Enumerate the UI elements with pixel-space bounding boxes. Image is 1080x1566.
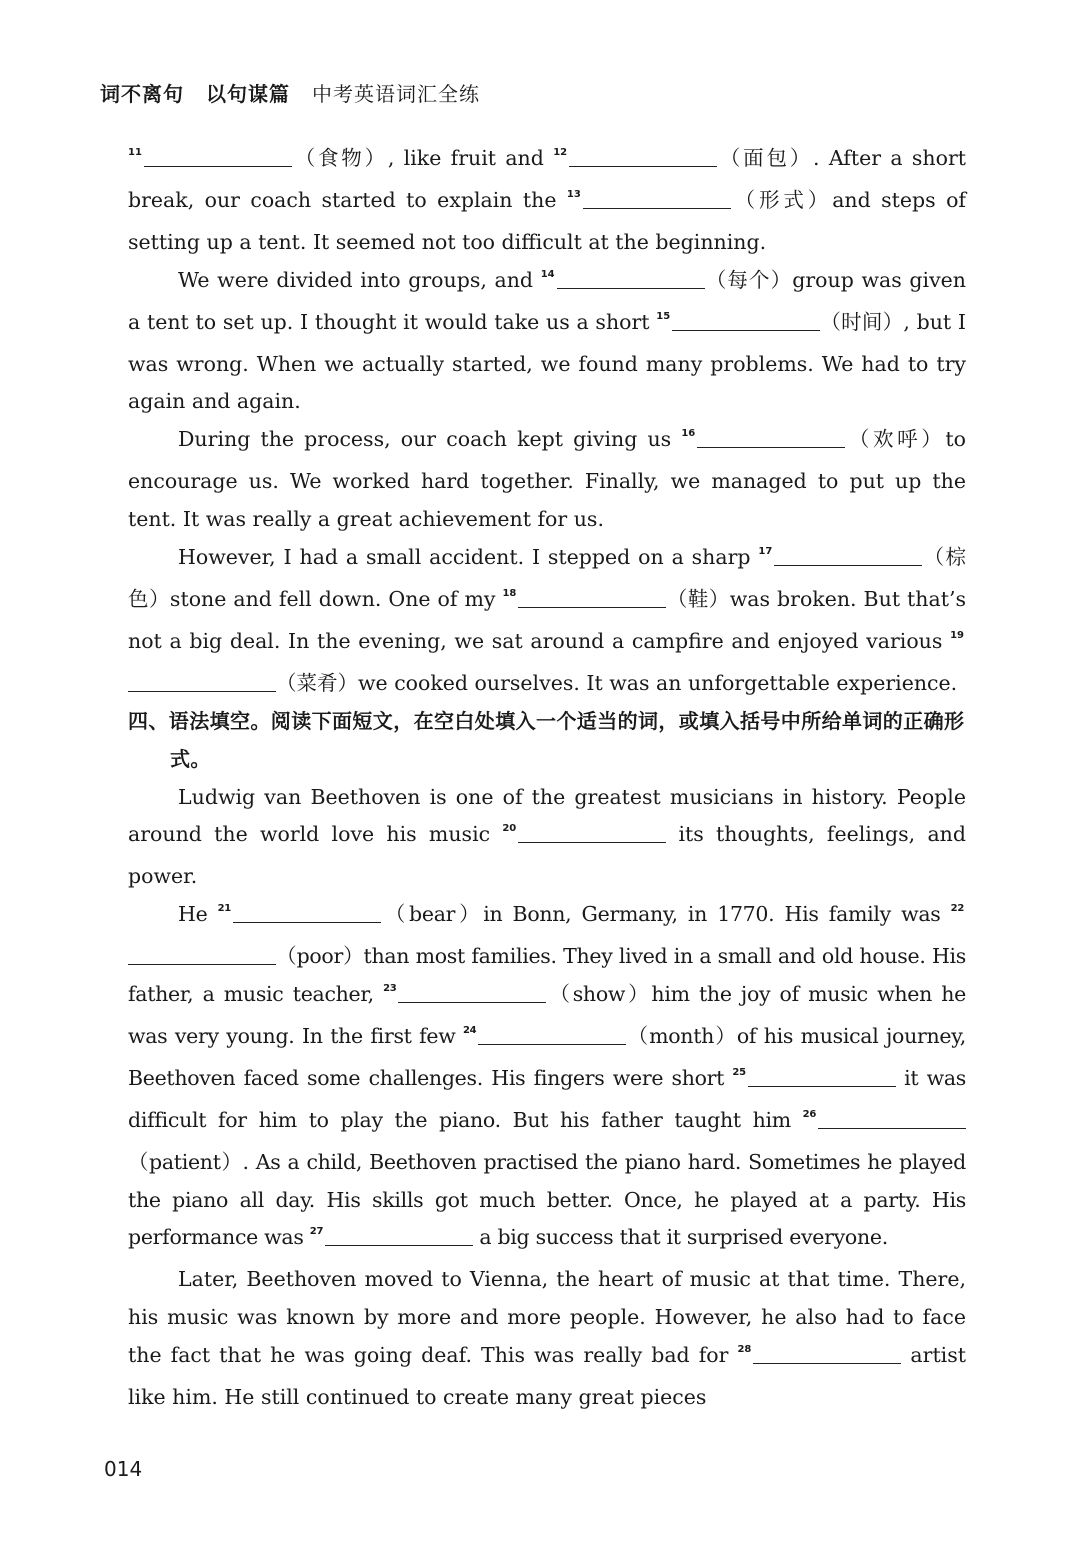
text: （棕色）stone and fell down. One of my xyxy=(128,545,967,611)
blank-number-21: 21 xyxy=(217,903,231,915)
blank-number-27: 27 xyxy=(309,1226,324,1238)
answer-blank-24[interactable] xyxy=(478,1026,626,1045)
answer-blank-22[interactable] xyxy=(128,946,276,965)
answer-blank-13[interactable] xyxy=(583,190,731,209)
answer-blank-28[interactable] xyxy=(753,1345,901,1364)
answer-blank-17[interactable] xyxy=(774,547,922,566)
page-content xyxy=(128,140,966,1417)
text: Ludwig van Beethoven is one of the greatest musicians in history. People around the world love his music xyxy=(128,784,966,847)
answer-blank-19[interactable] xyxy=(128,673,276,692)
answer-blank-15[interactable] xyxy=(672,312,820,331)
blank-number-20: 20 xyxy=(502,823,517,835)
paragraph-beethoven-2 xyxy=(128,896,966,1261)
paragraph-camping-4 xyxy=(128,539,966,703)
header-title-2: 以句谋篇 xyxy=(206,82,290,106)
blank-number-19: 19 xyxy=(950,629,964,641)
blank-number-18: 18 xyxy=(502,587,517,599)
blank-number-26: 26 xyxy=(802,1108,816,1120)
header-subtitle: 中考英语词汇全练 xyxy=(312,82,480,106)
answer-blank-20[interactable] xyxy=(518,824,666,843)
text: （鞋）was broken. But that’s not a big deal. In the evening, we sat around a campfire and enjoyed various xyxy=(128,586,966,653)
answer-blank-21[interactable] xyxy=(233,904,381,923)
text: （每个）group was given a tent to set up. I thought it would take us a short xyxy=(128,267,966,334)
text: （形式）and steps of setting up a tent. It seemed not too difficult at the beginning. xyxy=(128,187,966,254)
answer-blank-23[interactable] xyxy=(398,984,546,1003)
blank-number-23: 23 xyxy=(383,983,397,995)
text: We were divided into groups, and xyxy=(178,267,541,292)
section-heading-grammar-fill: 四、语法填空。阅读下面短文，在空白处填入一个适当的词，或填入括号中所给单词的正确形式。 xyxy=(128,708,965,771)
answer-blank-26[interactable] xyxy=(818,1110,966,1129)
blank-number-24: 24 xyxy=(463,1024,477,1036)
answer-blank-18[interactable] xyxy=(518,589,666,608)
running-header xyxy=(100,78,480,107)
blank-number-11: 11 xyxy=(128,147,142,158)
text: （poor）than most families. They lived in a small and old house. His father, a music teacher, xyxy=(128,944,966,1007)
text: （month）of his musical journey, Beethoven faced some challenges. His fingers were short xyxy=(128,1023,966,1090)
blank-number-28: 28 xyxy=(737,1344,752,1356)
text: a big success that it surprised everyone. xyxy=(473,1225,888,1250)
text: （时间）, but I was wrong. When we actually started, we found many problems. We had to try again and again. xyxy=(128,309,966,414)
text: He xyxy=(178,902,218,927)
header-title-1: 词不离句 xyxy=(100,82,184,106)
blank-number-16: 16 xyxy=(681,428,696,440)
answer-blank-11[interactable] xyxy=(144,148,292,167)
paragraph-camping-2 xyxy=(128,262,966,422)
text: （菜肴）we cooked ourselves. It was an unforgettable experience. xyxy=(276,670,958,695)
text: its thoughts, feelings, and power. xyxy=(128,822,966,889)
answer-blank-27[interactable] xyxy=(325,1227,473,1246)
blank-number-15: 15 xyxy=(656,310,671,322)
paragraph-beethoven-1 xyxy=(128,779,966,897)
text: （欢呼）to encourage us. We worked hard together. Finally, we managed to put up the tent. It was really a great achievement for us. xyxy=(128,427,966,532)
blank-number-17: 17 xyxy=(758,546,773,558)
blank-number-14: 14 xyxy=(540,268,555,280)
paragraph-camping-1 xyxy=(128,140,966,262)
text: （show）him the joy of music when he was very young. In the first few xyxy=(128,982,966,1048)
paragraph-beethoven-3 xyxy=(128,1261,966,1417)
answer-blank-12[interactable] xyxy=(569,148,717,167)
text: （食物）, like fruit and xyxy=(291,146,554,170)
paragraph-camping-3 xyxy=(128,421,966,539)
blank-number-13: 13 xyxy=(566,188,581,200)
text: （面包）. After a short break, our coach started to explain the xyxy=(128,146,966,212)
text: However, I had a small accident. I stepped on a sharp xyxy=(178,545,759,570)
answer-blank-14[interactable] xyxy=(557,270,705,289)
answer-blank-25[interactable] xyxy=(748,1068,896,1087)
text: artist like him. He still continued to create many great pieces xyxy=(128,1343,966,1410)
text: （patient）. As a child, Beethoven practised the piano hard. Sometimes he played the piano all day. His skills got much better. Once, he played at a party. His performance was xyxy=(128,1149,966,1250)
blank-number-12: 12 xyxy=(553,147,568,158)
text: Later, Beethoven moved to Vienna, the heart of music at that time. There, his music was known by more and more people. However, he also had to face the fact that he was going deaf. This was really bad for xyxy=(128,1267,966,1368)
blank-number-25: 25 xyxy=(732,1066,746,1078)
blank-number-22: 22 xyxy=(950,903,964,915)
text: it was difficult for him to play the piano. But his father taught him xyxy=(128,1065,966,1132)
text: During the process, our coach kept giving us xyxy=(178,427,682,452)
answer-blank-16[interactable] xyxy=(697,429,845,448)
page-number: 014 xyxy=(104,1457,143,1481)
text: （bear）in Bonn, Germany, in 1770. His family was xyxy=(380,902,951,927)
